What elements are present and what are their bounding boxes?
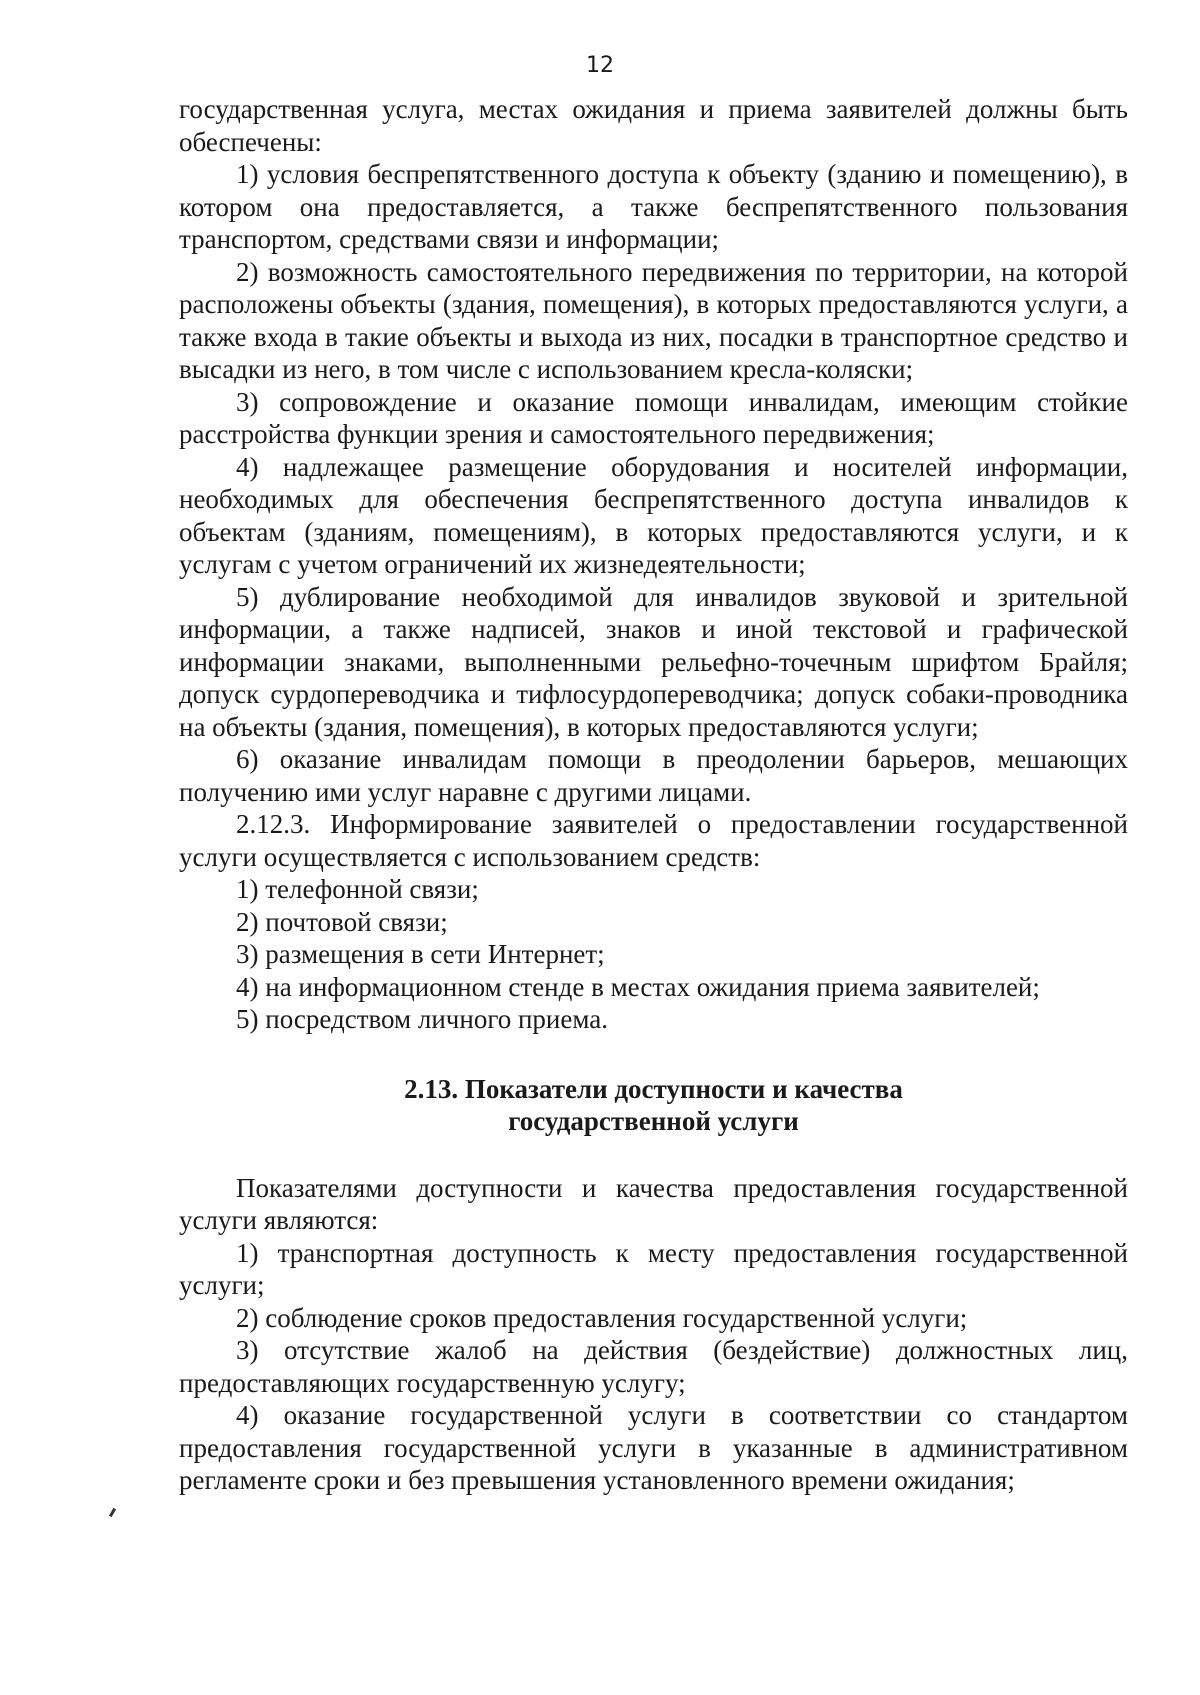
- list-item-indicator-1: 1) транспортная доступность к месту предоставления государственной услуги;: [179, 1237, 1128, 1300]
- list-item-indicator-2: 2) соблюдение сроков предоставления государственной услуги;: [236, 1302, 968, 1333]
- list-item-accessibility-3: 3) сопровождение и оказание помощи инвалидам, имеющим стойкие расстройства функции зрения и самостоятельного передвижения;: [179, 386, 1128, 449]
- list-item-informing-4: 4) на информационном стенде в местах ожидания приема заявителей;: [236, 971, 1040, 1002]
- list-item-informing-1: 1) телефонной связи;: [236, 874, 479, 904]
- list-item-accessibility-4: 4) надлежащее размещение оборудования и носителей информации, необходимых для обеспечения беспрепятственного доступа инвалидов к объектам (зданиям, помещениям), в которых предоставляются услуги, и к услугам с учетом ограничений их жизнедеятельности;: [179, 451, 1128, 579]
- list-item-accessibility-1: 1) условия беспрепятственного доступа к объекту (зданию и помещению), в котором она предоставляется, а также беспрепятственного пользования транспортом, средствами связи и информации;: [179, 159, 1128, 254]
- margin-pen-mark: [109, 1508, 116, 1517]
- list-item-indicator-3: 3) отсутствие жалоб на действия (бездействие) должностных лиц, предоставляющих государственную услугу;: [179, 1335, 1128, 1398]
- paragraph-indicators-intro: Показателями доступности и качества предоставления государственной услуги являются:: [179, 1172, 1128, 1235]
- list-item-accessibility-6: 6) оказание инвалидам помощи в преодолении барьеров, мешающих получению ими услуг наравне с другими лицами.: [179, 744, 1128, 807]
- paragraph-intro: государственная услуга, местах ожидания и приема заявителей должны быть обеспечены:: [179, 94, 1128, 157]
- clause-2-12-3: 2.12.3. Информирование заявителей о предоставлении государственной услуги осуществляется с использованием средств:: [179, 809, 1128, 872]
- list-item-informing-2: 2) почтовой связи;: [236, 906, 448, 937]
- list-item-accessibility-5: 5) дублирование необходимой для инвалидов звуковой и зрительной информации, а также надписей, знаков и иной текстовой и графической информации знаками, выполненными рельефно-точечным шрифтом Брайля; допуск сурдопереводчика и тифлосурдопереводчика; допуск собаки-проводника на объекты (здания, помещения), в которых предоставляются услуги;: [179, 581, 1128, 742]
- list-item-informing-3: 3) размещения в сети Интернет;: [236, 939, 605, 969]
- list-item-informing-5: 5) посредством личного приема.: [236, 1004, 609, 1034]
- section-heading-line-1: 2.13. Показатели доступности и качества: [404, 1073, 903, 1104]
- section-heading-line-2: государственной услуги: [508, 1106, 799, 1136]
- list-item-accessibility-2: 2) возможность самостоятельного передвижения по территории, на которой расположены объекты (здания, помещения), в которых предоставляются услуги, а также входа в такие объекты и выхода из них, посадки в транспортное средство и высадки из него, в том числе с использованием кресла-коляски;: [179, 256, 1128, 384]
- section-heading-2-13: [179, 1073, 1128, 1138]
- document-body: [179, 93, 1128, 1497]
- page-number: 12: [586, 53, 614, 78]
- list-item-indicator-4: 4) оказание государственной услуги в соответствии со стандартом предоставления государственной услуги в указанные в административном регламенте сроки и без превышения установленного времени ожидания;: [179, 1400, 1128, 1495]
